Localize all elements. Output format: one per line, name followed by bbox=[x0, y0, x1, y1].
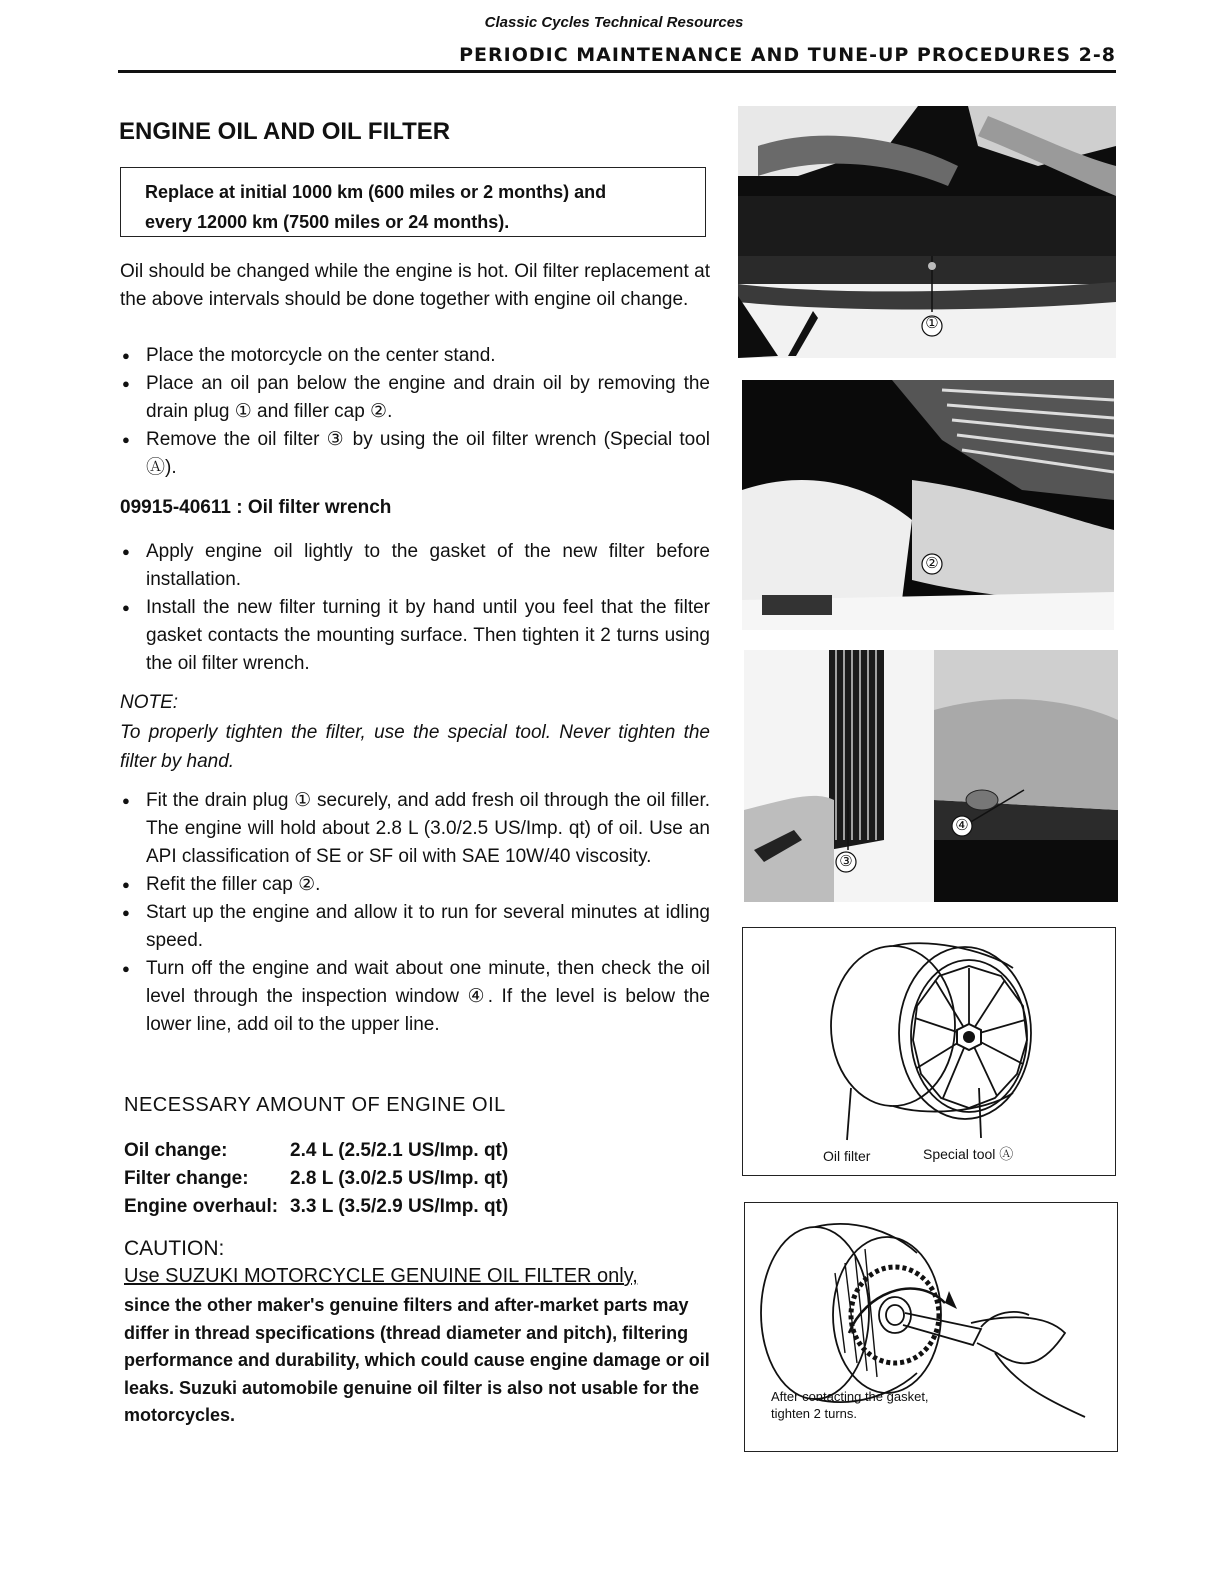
tighten-caption-line-2: tighten 2 turns. bbox=[771, 1406, 857, 1421]
list-item: ● Turn off the engine and wait about one minute, then check the oil level through the inspection window ④. If the level is below the lower line, add oil to the upper line. bbox=[120, 955, 710, 1039]
replacement-interval-box bbox=[120, 167, 706, 237]
list-item: ● Remove the oil filter ③ by using the oil filter wrench (Special tool Ⓐ). bbox=[120, 426, 710, 482]
callout-filler-cap: ② bbox=[925, 555, 939, 572]
filler-cap-photo bbox=[742, 380, 1114, 630]
list-item: ● Place the motorcycle on the center stand. bbox=[120, 342, 710, 370]
note-label: NOTE: bbox=[120, 692, 179, 713]
steps-list-removal bbox=[120, 342, 710, 482]
steps-list-refill bbox=[120, 787, 710, 1039]
list-item: ● Apply engine oil lightly to the gasket of the new filter before installation. bbox=[120, 538, 710, 594]
interval-line-2: every 12000 km (7500 miles or 24 months). bbox=[145, 212, 510, 232]
callout-drain-plug: ① bbox=[925, 315, 939, 332]
amount-label: Oil change: bbox=[124, 1140, 228, 1161]
interval-line-1: Replace at initial 1000 km (600 miles or 2 months) and bbox=[145, 182, 607, 202]
caution-text: since the other maker's genuine filters and after-market parts may differ in thread specifications (thread diameter and pitch), filtering performance and durability, which could cause engine damage or oil leaks. Suzuki automobile genuine oil filter is also not usable for the motorcycles. bbox=[124, 1295, 710, 1425]
site-header: Classic Cycles Technical Resources bbox=[484, 14, 744, 31]
caution-label: CAUTION: bbox=[124, 1237, 225, 1260]
filter-window-photo bbox=[744, 650, 1118, 902]
special-tool-number: 09915-40611 : Oil filter wrench bbox=[120, 497, 392, 518]
oil-filter-tool-figure bbox=[742, 927, 1116, 1176]
header-divider bbox=[118, 70, 1116, 73]
caution-genuine-filter: Use SUZUKI MOTORCYCLE GENUINE OIL FILTER only, bbox=[124, 1265, 638, 1287]
oil-amount-table bbox=[124, 1137, 508, 1221]
list-item: ● Refit the filler cap ②. bbox=[120, 871, 710, 899]
oil-filter-label: Oil filter bbox=[823, 1148, 871, 1164]
amount-value: 3.3 L (3.5/2.9 US/Imp. qt) bbox=[290, 1196, 509, 1217]
oil-filter-tool-art bbox=[743, 928, 1115, 1175]
steps-list-install bbox=[120, 538, 710, 678]
special-tool-label: Special tool Ⓐ bbox=[923, 1146, 1014, 1162]
amount-label: Filter change: bbox=[124, 1168, 249, 1189]
intro-paragraph: Oil should be changed while the engine is hot. Oil filter replacement at the above intervals should be done together with engine oil change. bbox=[120, 261, 710, 310]
list-item: ● Place an oil pan below the engine and drain oil by removing the drain plug ① and filler cap ②. bbox=[120, 370, 710, 426]
page-title: ENGINE OIL AND OIL FILTER bbox=[119, 118, 451, 145]
amount-label: Engine overhaul: bbox=[124, 1196, 279, 1217]
table-row bbox=[124, 1165, 508, 1193]
drain-plug-photo bbox=[738, 106, 1116, 358]
list-item: ● Fit the drain plug ① securely, and add fresh oil through the oil filler. The engine will hold about 2.8 L (3.0/2.5 US/Imp. qt) of oil. Use an API classification of SE or SF oil with SAE 10W/40 viscosity. bbox=[120, 787, 710, 871]
oil-amount-heading: NECESSARY AMOUNT OF ENGINE OIL bbox=[124, 1094, 506, 1116]
callout-oil-filter: ③ bbox=[839, 853, 853, 870]
list-item: ● Install the new filter turning it by hand until you feel that the filter gasket contacts the mounting surface. Then tighten it 2 turns using the oil filter wrench. bbox=[120, 594, 710, 678]
amount-value: 2.4 L (2.5/2.1 US/Imp. qt) bbox=[290, 1140, 509, 1161]
note-text: To properly tighten the filter, use the special tool. Never tighten the filter by hand. bbox=[120, 722, 710, 772]
table-row bbox=[124, 1137, 508, 1165]
callout-inspection-window: ④ bbox=[955, 817, 969, 834]
filler-cap-photo-art bbox=[742, 380, 1114, 630]
filter-window-photo-art bbox=[744, 650, 1118, 902]
tighten-filter-figure bbox=[744, 1202, 1118, 1452]
section-header: PERIODIC MAINTENANCE AND TUNE-UP PROCEDURES 2-8 bbox=[459, 44, 1116, 66]
table-row bbox=[124, 1193, 508, 1221]
tighten-caption-line-1: After contacting the gasket, bbox=[771, 1389, 929, 1404]
amount-value: 2.8 L (3.0/2.5 US/Imp. qt) bbox=[290, 1168, 509, 1189]
list-item: ● Start up the engine and allow it to run for several minutes at idling speed. bbox=[120, 899, 710, 955]
